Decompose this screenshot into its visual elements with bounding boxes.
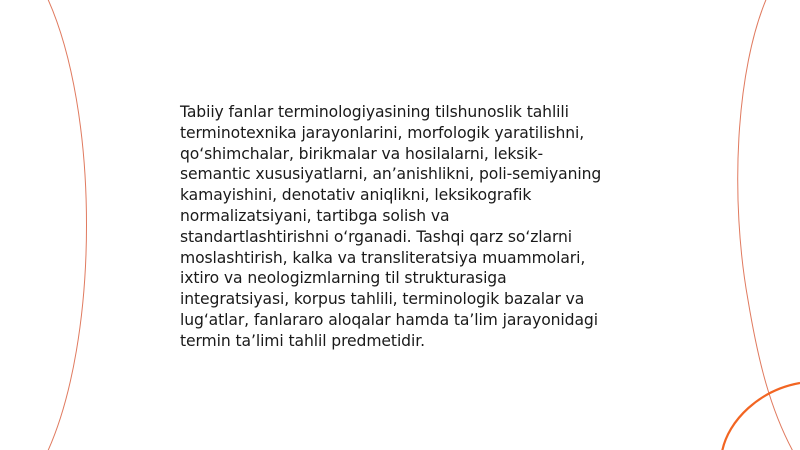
text-line: integratsiyasi, korpus tahlili, terminologik bazalar va — [180, 290, 585, 309]
right-arc-decoration — [738, 0, 795, 450]
body-paragraph — [180, 102, 630, 352]
text-line: Tabiiy fanlar terminologiyasining tilshunoslik tahlili — [180, 103, 569, 121]
text-line: standartlashtirishni o‘rganadi. Tashqi qarz so‘zlarni — [180, 227, 573, 246]
text-line: normalizatsiyani, tartibga solish va — [180, 206, 450, 225]
text-line: ixtiro va neologizmlarning til strukturasiga — [180, 269, 507, 288]
text-line: moslashtirish, kalka va transliteratsiya muammolari, — [180, 248, 586, 267]
text-line: kamayishini, denotativ aniqlikni, leksikografik — [180, 186, 532, 205]
text-line: qo‘shimchalar, birikmalar va hosilalarni, leksik- — [180, 144, 543, 163]
left-arc-decoration — [46, 0, 87, 450]
text-line: semantic xususiyatlarni, an’anishlikni, poli-semiyaning — [180, 165, 602, 184]
text-line: terminotexnika jarayonlarini, morfologik yaratilishni, — [180, 123, 585, 142]
text-line: termin ta’limi tahlil predmetidir. — [180, 331, 425, 350]
bottom-right-ring-decoration — [722, 383, 800, 450]
text-line: lug‘atlar, fanlararo aloqalar hamda ta’lim jarayonidagi — [180, 310, 598, 329]
